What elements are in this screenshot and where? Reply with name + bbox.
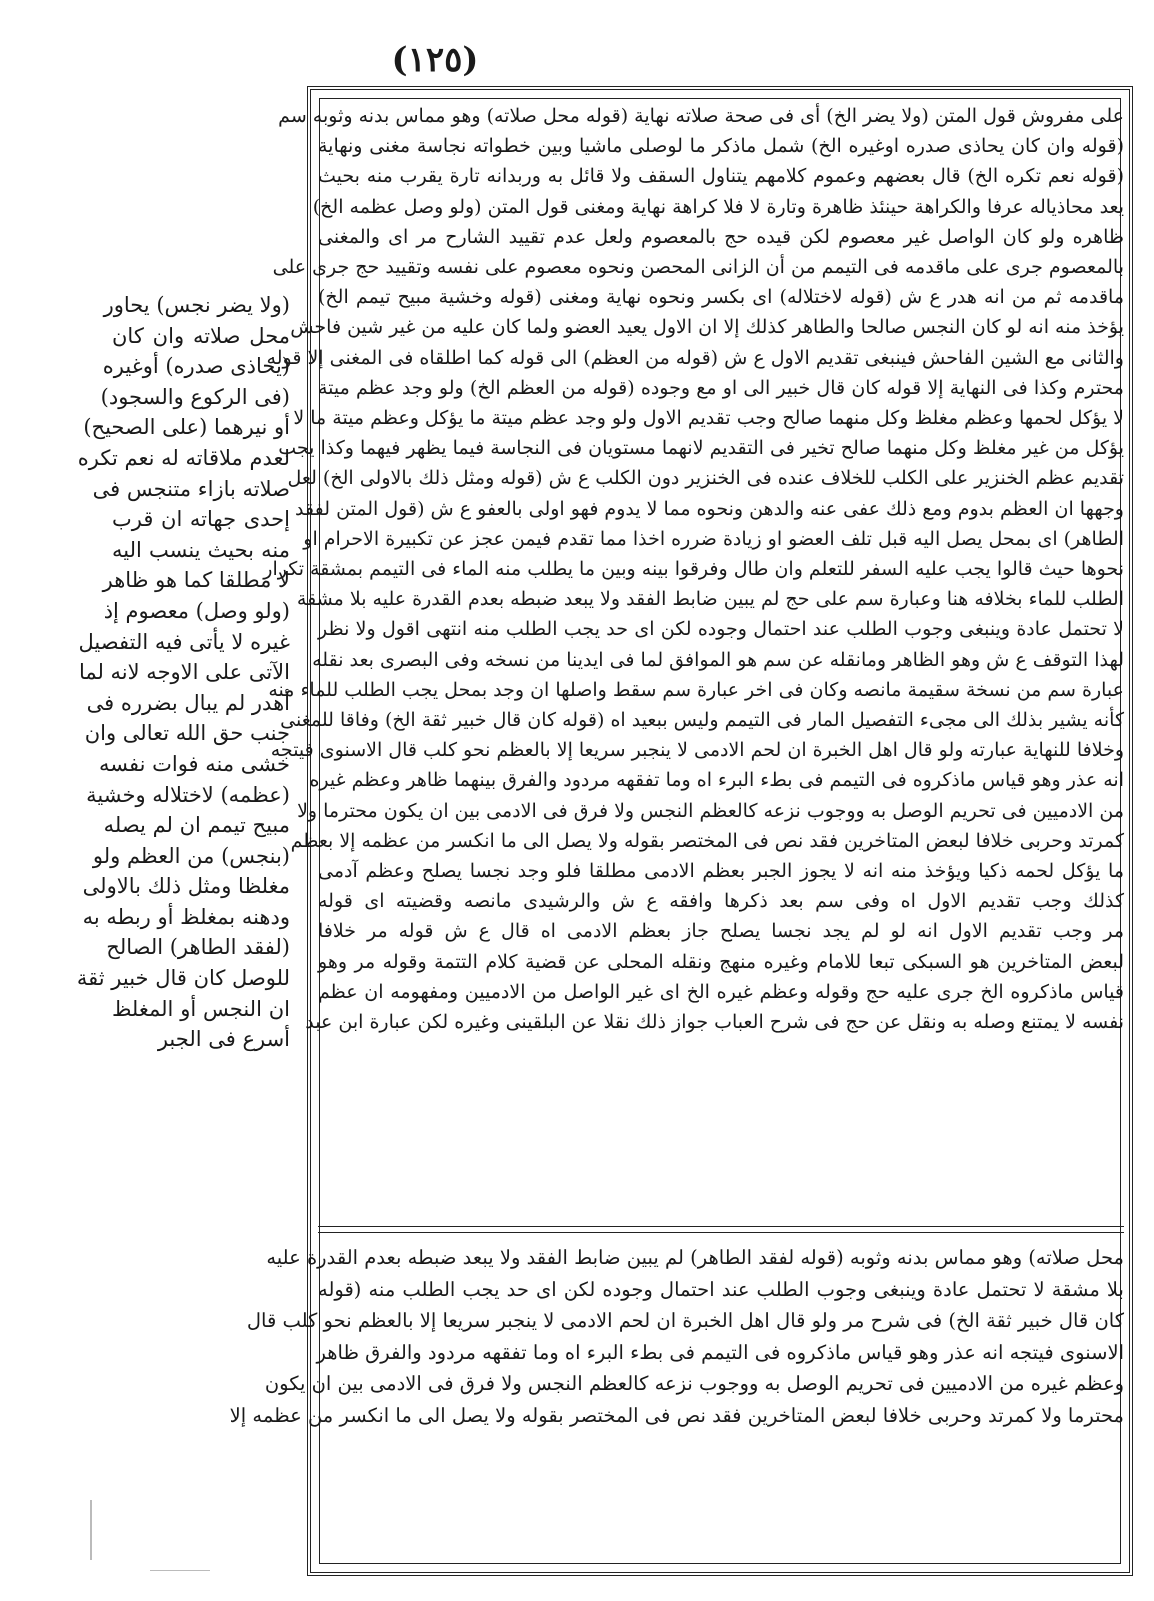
- main-text-line: مر وجب تقديم الاول انه لو لم يجد نجسا يصلح جاز بعظم الادمى اه قال ع ش قوله مر خلافا: [318, 920, 1124, 943]
- side-text-line: ان النجس أو المغلظ: [112, 996, 290, 1021]
- main-text-line: ما يؤكل لحمه ذكيا ويؤخذ منه انه لا يجوز الجبر بعظم الادمى مطلقا فلو وجد نجسا يصلح وعظم آدمى: [318, 860, 1124, 883]
- main-text-line: لبعض المتاخرين هو السبكى تبعا للامام وغيره منهج ونقله المحلى عن قضية كلام التتمة وقوله مر وهو: [318, 950, 1124, 973]
- footer-text-line: محل صلاته) وهو مماس بدنه وثوبه (قوله لفقد الطاهر) لم يبين ضابط الفقد ولا يبعد ضبطه بعدم القدرة عليه: [266, 1246, 1124, 1269]
- main-text-line: انه عذر وهو قياس ماذكروه فى التيمم فى بطء البرء اه وما تفقهه مردود والفرق بينهما ظاهر وعظم غيره: [309, 769, 1124, 792]
- main-text-line: محترم وكذا فى النهاية إلا قوله كان قال خبير الى او مع وجوده (قوله من العظم الخ) ولو وجد عظم ميتة: [318, 376, 1124, 399]
- side-text-line: مبيح تيمم ان لم يصله: [103, 813, 290, 838]
- side-text-line: منه بحيث ينسب اليه: [112, 537, 290, 562]
- side-text-line: أهدر لم يبال بضرره فى: [86, 690, 290, 715]
- section-divider-bottom: [318, 1232, 1124, 1233]
- side-margin-text: [76, 290, 290, 1310]
- footer-commentary-text: [229, 1242, 1124, 1560]
- main-text-line: الطاهر) اى بمحل يصل اليه قبل تلف العضو او زيادة ضرره اخذا مما تقدم فيمن عجز عن تكبيرة الاحرام او: [303, 527, 1124, 550]
- side-text-line: الآتى على الاوجه لانه لما: [78, 660, 290, 685]
- main-text-line: قياس ماذكروه الخ جرى عليه حج وقوله وعظم غيره الخ اى غير الواصل من الادميين ومفهومه ان عظم: [318, 980, 1124, 1003]
- footer-text-line: كان قال خبير ثقة الخ) فى شرح مر ولو قال اهل الخبرة ان لحم الادمى لا ينجبر سريعا إلا بالعظم نحو كلب قال: [246, 1309, 1124, 1333]
- main-text-line: ظاهره ولو كان الواصل غير معصوم لكن قيده حج بالمعصوم ولعل عدم تقييد الشارح مر اى والمغنى: [318, 225, 1124, 248]
- main-text-line: لا يؤكل لحمها وعظم مغلظ وكل منهما صالح وجب تقديم الاول ولو وجد عظم ميتة ما يؤكل وعظم ميتة ما لا: [293, 407, 1124, 430]
- side-text-line: (فى الركوع والسجود): [100, 384, 290, 409]
- scan-artifact: [90, 1500, 92, 1560]
- side-text-line: صلاته بازاء متنجس فى: [92, 476, 290, 501]
- main-text-line: لهذا التوقف ع ش وهو الظاهر ومانقله عن سم هو الموافق لما فى ايدينا من نسخه وفى البصرى بعد نقله: [312, 648, 1124, 671]
- side-text-line: لا مطلقا كما هو ظاهر: [102, 568, 290, 593]
- main-text-line: (قوله وان كان يحاذى صدره اوغيره الخ) شمل ماذكر ما لوصلى ماشيا وبين خطواته نجاسة مغنى ونهاية: [318, 135, 1124, 158]
- side-text-line: لعدم ملاقاته له نعم تكره: [77, 445, 290, 470]
- main-text-line: لا تحتمل عادة وينبغى وجوب الطلب عند احتمال وجوده لكن اى حد يجب الطلب منه انتهى اقول ولا نظر: [318, 618, 1124, 641]
- side-text-line: (يحاذى صدره) أوغيره: [102, 354, 290, 379]
- main-text-line: تقديم عظم الخنزير على الكلب للخلاف عنده فى الخنزير دون الكلب ع ش (قوله ومثل ذلك بالاولى الخ) لعل: [287, 467, 1124, 490]
- main-text-line: بالمعصوم جرى على ماقدمه فى التيمم من أن الزانى المحصن ونحوه معصوم على نفسه وتقييد حج جرى على: [272, 256, 1124, 279]
- footer-text-line: بلا مشقة لا تحتمل عادة وينبغى وجوب الطلب عند احتمال وجوده لكن اى حد يجب الطلب منه (قوله: [318, 1277, 1124, 1301]
- main-text-line: نحوها حيث قالوا يجب عليه السفر للتعلم وان طال وفرقوا بينه وبين ما يطلب منه الماء فى التيمم بمشقة تكرار: [263, 558, 1124, 581]
- side-text-line: أو نيرهما (على الصحيح): [83, 415, 290, 440]
- side-text-line: (ولو وصل) معصوم إذ: [103, 598, 290, 623]
- main-text-line: على مفروش قول المتن (ولا يضر الخ) أى فى صحة صلاته نهاية (قوله محل صلاته) وهو مماس بدنه وثوبه سم: [278, 105, 1124, 127]
- main-text-line: نفسه لا يمتنع وصله به ونقل عن حج فى شرح العباب جواز ذلك نقلا عن البلقينى وغيره لكن عبارة ابن عبد: [305, 1011, 1124, 1034]
- page-number: (١٢٥): [391, 40, 479, 80]
- main-text-line: كأنه يشير بذلك الى مجىء التفصيل المار فى التيمم وليس ببعيد اه (قوله كان قال خبير ثقة الخ) وفاقا للمغنى: [280, 709, 1124, 732]
- main-text-line: وجهها ان العظم بدوم ومع ذلك عفى عنه والدهن ونحوه مما لا يدوم فهو اولى بالعفو ع ش (قول المتن لفقد: [295, 497, 1124, 520]
- side-text-line: (بنجس) من العظم ولو: [92, 843, 290, 868]
- main-text-line: وخلافا للنهاية عبارته ولو قال اهل الخبرة ان لحم الادمى لا ينجبر سريعا إلا بالعظم نحو كلب قال الاسنوى فيتجه: [270, 739, 1124, 762]
- scan-artifact: [150, 1570, 210, 1571]
- main-text-line: الطلب للماء بخلافه هنا وعبارة سم على حج لم يبين ضابط الفقد ولا يبعد ضبطه بعدم القدرة عليه بلا مشقة: [296, 588, 1124, 611]
- side-text-line: مغلظا ومثل ذلك بالاولى: [82, 874, 290, 899]
- main-text-line: كمرتد وحربى خلافا لبعض المتاخرين فقد نص فى المختصر بقوله ولا يصل الى ما انكسر من عظمه إلا بعظم: [290, 829, 1124, 852]
- main-text-line: (قوله نعم تكره الخ) قال بعضهم وعموم كلامهم يتناول السقف ولا قائل به وربدانه تارة يقرب منه بحيث: [318, 165, 1124, 188]
- side-text-line: خشى منه فوات نفسه: [98, 751, 290, 776]
- side-text-line: جنب حق الله تعالى وان: [84, 721, 290, 746]
- main-text-line: يؤخذ منه انه لو كان النجس صالحا والطاهر كذلك إلا ان الاول يعيد العضو ولما كان عليه من غير شين فاحش: [290, 316, 1124, 339]
- footer-text-line: الاسنوى فيتجه انه عذر وهو قياس ماذكروه فى التيمم فى بطء البرء اه وما تفقهه مردود والفرق ظاهر: [316, 1340, 1124, 1364]
- footer-text-line: محترما ولا كمرتد وحربى خلافا لبعض المتاخرين فقد نص فى المختصر بقوله ولا يصل الى ما انكسر من عظمه إلا: [229, 1403, 1124, 1427]
- main-commentary-text: [263, 101, 1124, 1221]
- side-text-line: (لفقد الطاهر) الصالح: [106, 935, 290, 960]
- main-text-line: يعد محاذياله عرفا والكراهة حينئذ ظاهرة وتارة لا فلا كراهة نهاية ومغنى قول المتن (ولو وصل عظمه الخ): [312, 195, 1124, 218]
- side-text-line: (ولا يضر نجس) يحاور: [103, 293, 290, 317]
- main-text-line: والثانى مع الشين الفاحش فينبغى تقديم الاول ع ش (قوله من العظم) الى قوله كما اطلقاه فى المغنى إلا قوله: [266, 346, 1124, 369]
- side-text-line: ودهنه بمغلظ أو ربطه به: [82, 904, 290, 929]
- section-divider-top: [318, 1226, 1124, 1227]
- side-text-line: غيره لا يأتى فيه التفصيل: [78, 629, 290, 654]
- main-text-line: كذلك وجب تقديم الاول اه وفى سم بعد ذكرها وافقه ع ش والرشيدى مانصه وقضيته اى قوله: [318, 890, 1124, 913]
- main-text-line: ماقدمه ثم من انه هدر ع ش (قوله لاختلاله) اى بكسر ونحوه نهاية ومغنى (قوله وخشية مبيح تيمم الخ): [318, 286, 1124, 309]
- main-text-line: من الادميين فى تحريم الوصل به ووجوب نزعه كالعظم النجس ولا فرق فى الادمى بين ان يكون محترما ولا: [297, 799, 1124, 822]
- side-text-line: أسرع فى الجبر: [157, 1027, 290, 1052]
- main-text-line: عبارة سم من نسخة سقيمة مانصه وكان فى اخر عبارة سم سقط واصلها ان وجد بمحل يجب الطلب للماء منه: [268, 678, 1124, 701]
- main-text-line: يؤكل من غير مغلظ وكل منهما صالح تخير فى التقديم لانهما مستويان فى النجاسة فيما يظهر فيهما وكذا يجب: [278, 437, 1124, 460]
- footer-text-line: وعظم غيره من الادميين فى تحريم الوصل به ووجوب نزعه كالعظم النجس ولا فرق فى الادمى بين ان يكون: [264, 1372, 1124, 1396]
- side-text-line: للوصل كان قال خبير ثقة: [76, 966, 290, 991]
- side-text-line: إحدى جهاته ان قرب: [112, 507, 290, 532]
- side-text-line: (عظمه) لاختلاله وخشية: [86, 782, 290, 807]
- side-text-line: محل صلاته وان كان: [112, 323, 290, 348]
